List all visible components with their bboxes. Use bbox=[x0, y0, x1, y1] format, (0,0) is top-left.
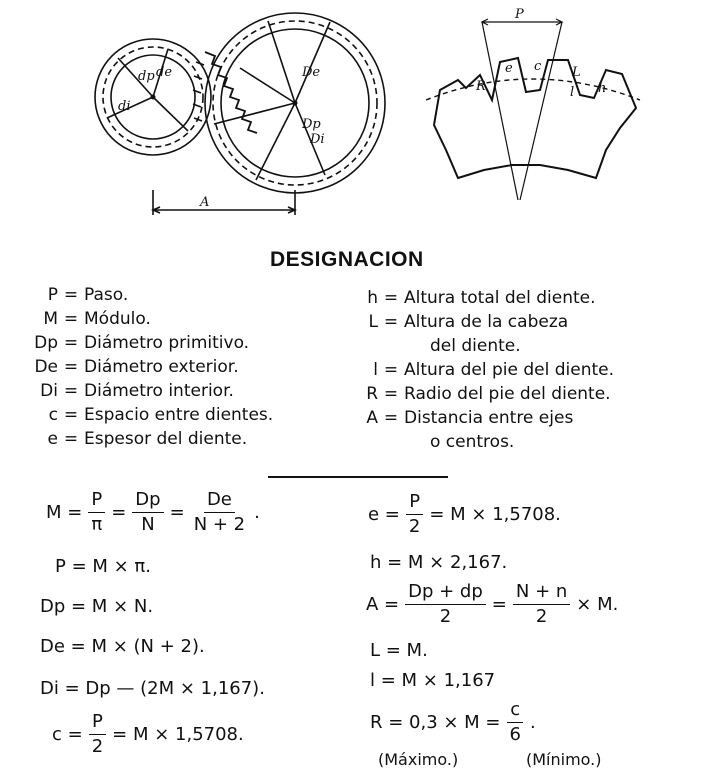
legend-item: c = Espacio entre dientes. bbox=[48, 405, 274, 425]
formula-modulo: M = $\frac{P}{\pi}$ = $\frac{Dp}{N}$ = $\frac{De}{N + 2}$ . bbox=[46, 489, 260, 535]
label-e: e bbox=[505, 61, 513, 76]
label-c: c bbox=[534, 59, 542, 74]
legend-item: De = Diámetro exterior. bbox=[34, 357, 239, 377]
formula-e: e = $\frac{P}{2}$ = M × 1,5708. bbox=[368, 491, 561, 537]
legend-item: Dp = Diámetro primitivo. bbox=[34, 333, 250, 353]
formula-l: l = M × 1,167 bbox=[370, 670, 496, 691]
section-heading: DESIGNACION bbox=[270, 248, 424, 271]
label-de: de bbox=[156, 65, 173, 80]
label-A: A bbox=[200, 195, 210, 210]
legend-item: A = Distancia entre ejes bbox=[366, 408, 574, 428]
tooth-profile bbox=[434, 58, 636, 178]
label-P: P bbox=[515, 7, 524, 22]
formula-L: L = M. bbox=[370, 640, 428, 661]
legend-item: P = Paso. bbox=[47, 285, 129, 305]
legend-right bbox=[356, 286, 614, 454]
formula-c: c = $\frac{P}{2}$ = M × 1,5708. bbox=[52, 711, 244, 757]
legend-item: l = Altura del pie del diente. bbox=[373, 360, 615, 380]
formula-h: h = M × 2,167. bbox=[370, 552, 508, 573]
legend-item-cont: del diente. bbox=[430, 336, 521, 356]
meshing-teeth bbox=[205, 52, 257, 133]
note-minimo: (Mínimo.) bbox=[526, 750, 602, 769]
formula-dp: Dp = M × N. bbox=[40, 596, 154, 617]
gear-diagram bbox=[0, 0, 709, 235]
label-Dp: Dp bbox=[302, 117, 321, 132]
label-Di: Di bbox=[310, 132, 325, 147]
formula-r: R = 0,3 × M = $\frac{c}{6}$ . bbox=[370, 699, 536, 745]
divider bbox=[268, 476, 448, 478]
label-dp: dp bbox=[138, 69, 155, 84]
legend-item: Di = Diámetro interior. bbox=[40, 381, 234, 401]
legend-left bbox=[14, 283, 273, 451]
formula-di: Di = Dp — (2M × 1,167). bbox=[40, 678, 265, 699]
label-l: l bbox=[570, 85, 575, 100]
legend-item-cont: o centros. bbox=[430, 432, 515, 452]
label-De: De bbox=[302, 65, 321, 80]
formula-a: A = $\frac{Dp + dp}{2}$ = $\frac{N + n}{2}$ × M. bbox=[366, 581, 619, 627]
label-L: L bbox=[572, 65, 581, 80]
label-R: R bbox=[476, 79, 486, 94]
legend-item: R = Radio del pie del diente. bbox=[366, 384, 611, 404]
legend-item: e = Espesor del diente. bbox=[47, 429, 248, 449]
formula-paso: P = M × π. bbox=[55, 556, 151, 577]
legend-item: M = Módulo. bbox=[43, 309, 151, 329]
legend-item: h = Altura total del diente. bbox=[367, 288, 596, 308]
label-h: h bbox=[598, 81, 607, 96]
formula-de: De = M × (N + 2). bbox=[40, 636, 205, 657]
note-maximo: (Máximo.) bbox=[378, 750, 459, 769]
legend-item: L = Altura de la cabeza bbox=[368, 312, 569, 332]
label-di: di bbox=[118, 99, 131, 114]
